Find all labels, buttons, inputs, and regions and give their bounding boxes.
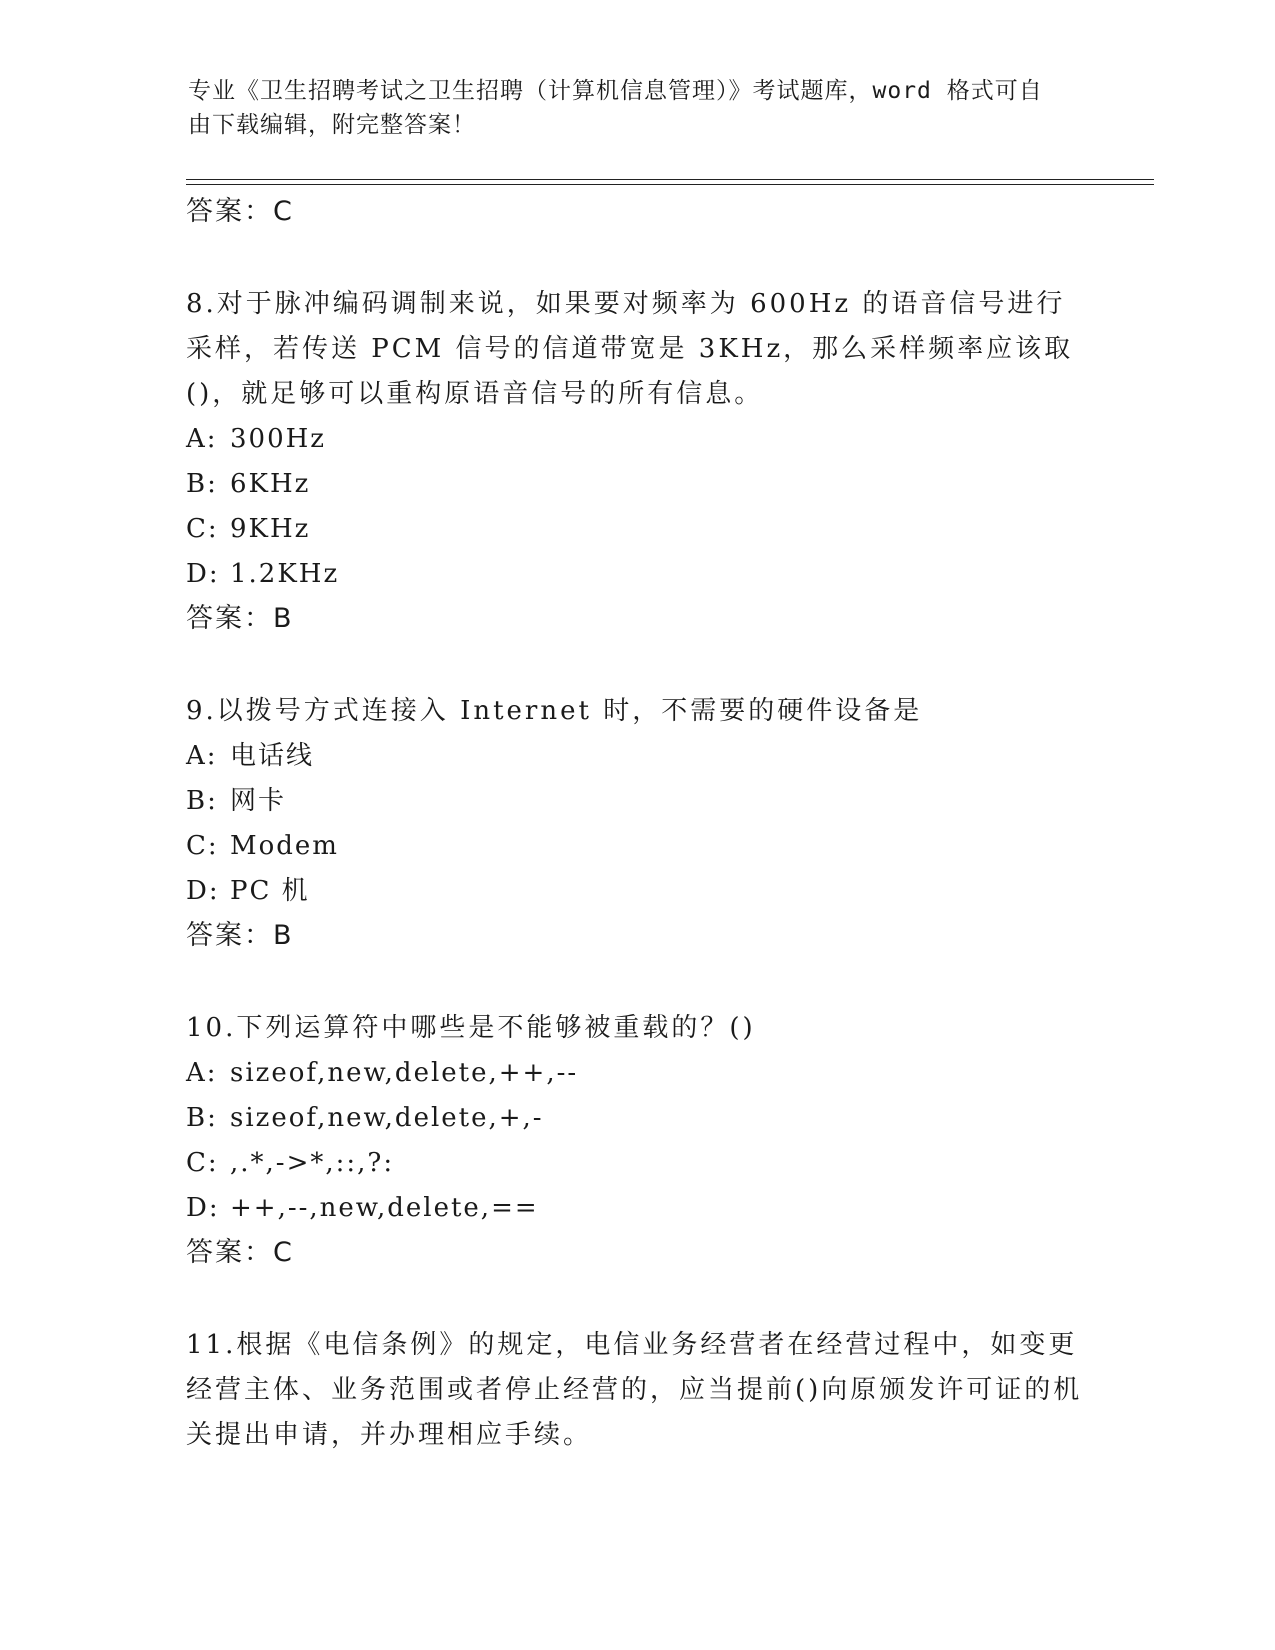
- option-label: B:: [186, 1103, 218, 1133]
- header-divider-top: [186, 179, 1154, 180]
- option-c: [186, 824, 1086, 869]
- option-text: ++,--,new,delete,==: [230, 1193, 539, 1223]
- option-text: 电话线: [230, 741, 315, 771]
- option-text: sizeof,new,delete,+,-: [230, 1103, 544, 1133]
- option-text: sizeof,new,delete,++,--: [230, 1058, 579, 1088]
- option-text: 网卡: [230, 786, 287, 816]
- option-label: D:: [186, 1193, 220, 1223]
- question-block: [186, 1006, 1086, 1275]
- option-d: [186, 552, 1086, 597]
- option-label: A:: [186, 424, 218, 454]
- option-text: 1.2KHz: [230, 559, 340, 589]
- option-text: 6KHz: [230, 469, 311, 499]
- option-label: C:: [186, 831, 219, 861]
- question-text: 11.根据《电信条例》的规定，电信业务经营者在经营过程中，如变更经营主体、业务范围或者停止经营的，应当提前()向原颁发许可证的机关提出申请，并办理相应手续。: [186, 1330, 1083, 1450]
- document-body: [186, 190, 1086, 1458]
- header-line-1: 专业《卫生招聘考试之卫生招聘（计算机信息管理）》考试题库，word 格式可自: [188, 78, 1043, 104]
- option-a: [186, 417, 1086, 462]
- question-text: 8.对于脉冲编码调制来说，如果要对频率为 600Hz 的语音信号进行采样，若传送 PCM 信号的信道带宽是 3KHz，那么采样频率应该取()，就足够可以重构原语音信号的所有信息。: [186, 289, 1074, 409]
- option-label: D:: [186, 559, 220, 589]
- answer-line: 答案：B: [186, 920, 294, 951]
- header-divider-bottom: [186, 184, 1154, 185]
- option-a: [186, 1051, 1086, 1096]
- question-block: [186, 689, 1086, 958]
- option-b: [186, 462, 1086, 507]
- question-text: 10.下列运算符中哪些是不能够被重载的？(): [186, 1013, 756, 1043]
- option-label: C:: [186, 1148, 219, 1178]
- question-block: [186, 282, 1086, 641]
- option-b: [186, 779, 1086, 824]
- option-text: PC 机: [230, 876, 310, 906]
- option-label: C:: [186, 514, 219, 544]
- option-label: B:: [186, 786, 218, 816]
- option-a: [186, 734, 1086, 779]
- option-label: A:: [186, 1058, 218, 1088]
- option-text: 300Hz: [230, 424, 326, 454]
- option-c: [186, 1141, 1086, 1186]
- option-d: [186, 1186, 1086, 1231]
- document-header: [188, 74, 1068, 142]
- answer-line: 答案：C: [186, 1237, 294, 1268]
- option-label: B:: [186, 469, 218, 499]
- option-text: 9KHz: [230, 514, 311, 544]
- question-block: [186, 1323, 1086, 1458]
- option-c: [186, 507, 1086, 552]
- option-b: [186, 1096, 1086, 1141]
- option-label: A:: [186, 741, 218, 771]
- option-text: ,.*,->*,::,?:: [230, 1148, 395, 1178]
- answer-line: 答案：B: [186, 603, 294, 634]
- answer-line: 答案：C: [186, 196, 294, 227]
- option-label: D:: [186, 876, 220, 906]
- question-text: 9.以拨号方式连接入 Internet 时，不需要的硬件设备是: [186, 696, 923, 726]
- option-text: Modem: [230, 831, 339, 861]
- option-d: [186, 869, 1086, 914]
- header-line-2: 由下载编辑，附完整答案！: [188, 112, 476, 138]
